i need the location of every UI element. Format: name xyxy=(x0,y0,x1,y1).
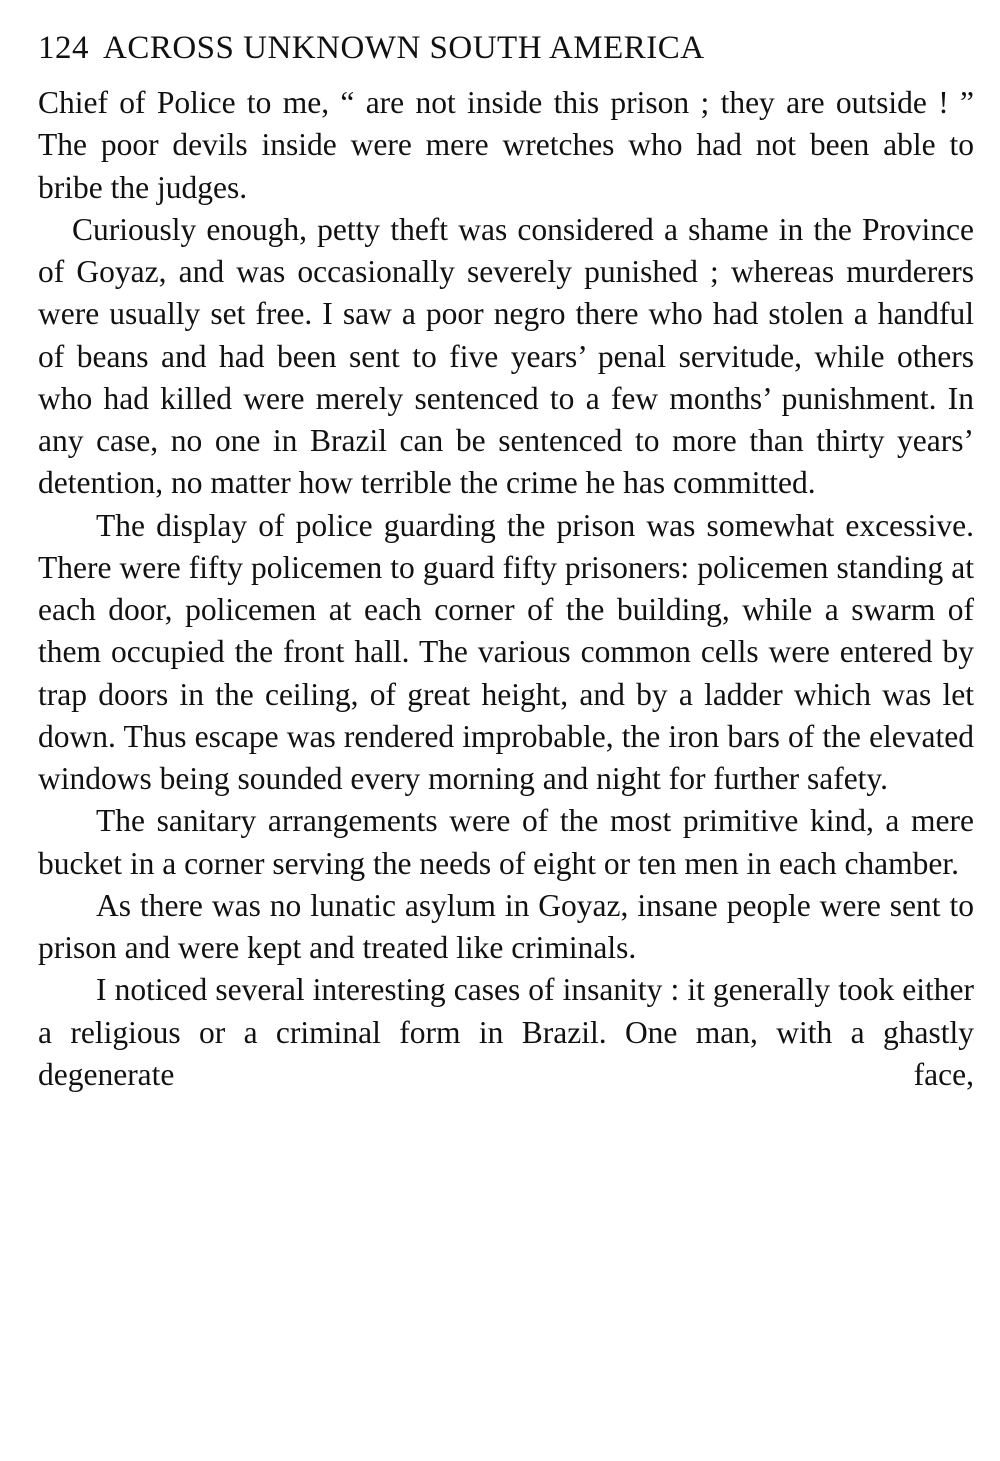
body-text xyxy=(38,82,974,1096)
paragraph-continued: Chief of Police to me, “ are not inside this prison ; they are outside ! ” The poor devils inside were mere wretches who had not been able to bribe the judges. xyxy=(38,85,974,205)
book-page xyxy=(38,26,974,1096)
paragraph: As there was no lunatic asylum in Goyaz, insane people were sent to prison and were kept and treated like criminals. xyxy=(38,887,974,965)
running-title: ACROSS UNKNOWN SOUTH AMERICA xyxy=(103,30,705,66)
paragraph: The sanitary arrangements were of the most primitive kind, a mere bucket in a corner serving the needs of eight or ten men in each chamber. xyxy=(38,803,974,881)
paragraph: The display of police guarding the prison was somewhat excessive. There were fifty policemen to guard fifty prisoners: policemen standing at each door, policemen at each corner of the building, while a swarm of them occupied the front hall. The various common cells were entered by trap doors in the ceiling, of great height, and by a ladder which was let down. Thus escape was rendered improbable, the iron bars of the elevated windows being sounded every morning and night for further safety. xyxy=(38,507,974,796)
running-head xyxy=(38,26,974,82)
paragraph: Curiously enough, petty theft was considered a shame in the Province of Goyaz, and was occasionally severely punished ; whereas murderers were usually set free. I saw a poor negro there who had stolen a handful of beans and had been sent to five years’ penal servitude, while others who had killed were merely sentenced to a few months’ punishment. In any case, no one in Brazil can be sentenced to more than thirty years’ detention, no matter how terrible the crime he has committed. xyxy=(38,211,974,501)
page-number: 124 xyxy=(38,30,89,66)
paragraph: I noticed several interesting cases of insanity : it generally took either a religious or a criminal form in Brazil. One man, with a ghastly degenerate face, xyxy=(38,972,974,1092)
